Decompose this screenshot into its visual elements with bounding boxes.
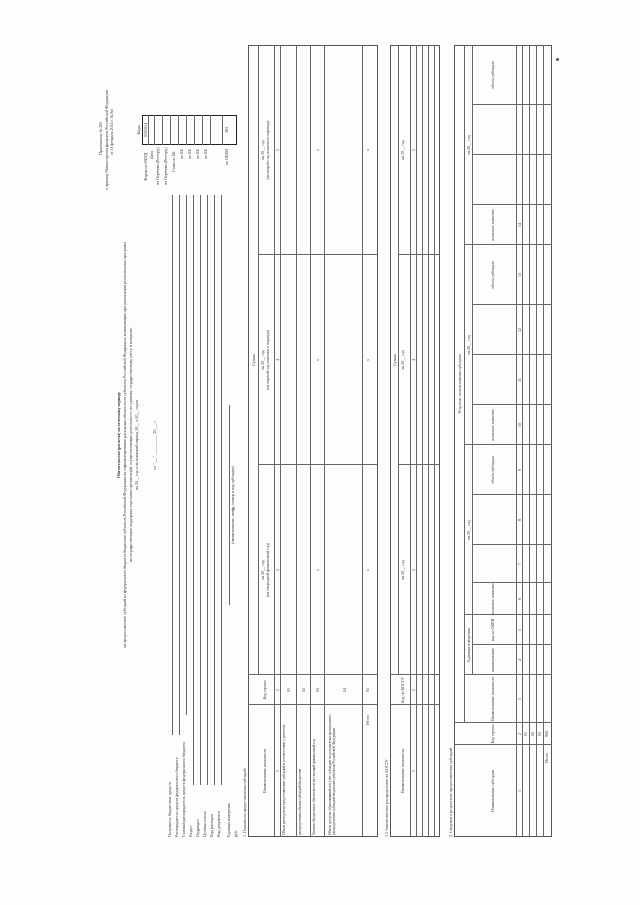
- s1-num-5: 5: [275, 149, 280, 151]
- s2-col-year3: на 20__ год: [466, 135, 471, 155]
- s11-col-year3: на 20__ год: [400, 140, 405, 160]
- s2-row-4-name: Итого: [544, 752, 549, 763]
- s1-num-1: 1: [275, 770, 280, 772]
- s2-col-total-1: объем субсидии: [490, 456, 495, 484]
- s11-num-5: 5: [411, 149, 416, 151]
- s11-col-sum: Сумма: [392, 354, 397, 366]
- s11-num-2: 2: [411, 689, 416, 691]
- okei-value: 383: [224, 127, 229, 133]
- s2-col-unit-name: наименование: [490, 647, 495, 673]
- s2-num-4: 4: [517, 659, 522, 661]
- s2-col-year2: на 20__ год: [466, 335, 471, 355]
- s2-col-unit-code: код по ОКЕИ: [490, 618, 495, 642]
- s1-row-5-v3: х: [365, 149, 370, 151]
- s2-num-6: 6: [517, 598, 522, 600]
- s11-col-year2: на 20__ год: [400, 350, 405, 370]
- s2-col-plan-2: плановое значение: [490, 409, 495, 441]
- s11-col-year1: на 20__ год: [400, 560, 405, 580]
- codes-row-7: по БК: [203, 148, 208, 159]
- s1-col-year1: на 20__ год: [260, 560, 265, 580]
- s2-num-3: 3: [517, 698, 522, 700]
- doc-title-1: Обязательства (расчеты) по отчетному периоду: [116, 391, 121, 479]
- s2-num-10: 10: [517, 423, 522, 427]
- field-0: Получатель бюджетных средств: [167, 782, 172, 837]
- s1-row-3-v2: х: [315, 359, 320, 361]
- field-5: Целевая статья: [202, 811, 207, 837]
- s2-row-1-code: 01: [523, 732, 528, 736]
- doc-title-4: на 20__ год и на плановый период 20__ и 20__ годов: [134, 400, 139, 490]
- s1-row-3-v3: х: [315, 149, 320, 151]
- s1-row-4-name: Объем средств, образовавшийся в учёт субсидии по результатам проведенного распределения субсидий бюджетам субъектов Российской Федерации: [328, 714, 337, 835]
- s1-col-year2: на 20__ год: [260, 350, 265, 370]
- s2-num-2: 2: [517, 733, 522, 735]
- s2-num-8: 8: [517, 519, 522, 521]
- appendix-label: Приложение № 205: [98, 121, 103, 155]
- s2-num-5: 5: [517, 629, 522, 631]
- section11-title: 1.1 Аналитическое распределение по КОСГУ: [384, 759, 389, 837]
- doc-title-3: на государственную поддержку отдельных организаций, осуществляющих деятельность по единому государственному учету и контролю: [128, 327, 133, 563]
- s1-col-year1-sub: (на очередной финансовый год): [265, 542, 270, 598]
- s1-row-4-code: 04: [342, 688, 347, 692]
- s2-col-unit: Единица измерения: [466, 628, 471, 662]
- form-okud-label: Форма по ОКУД: [143, 152, 148, 181]
- s11-num-3: 3: [411, 569, 416, 571]
- s1-col-year2-sub: (на первый год планового периода): [265, 330, 270, 390]
- s1-num-2: 2: [275, 689, 280, 691]
- order-line-2: от 11 февраля 2014 г. № 8н: [109, 109, 114, 155]
- codes-row-6: по БК: [195, 148, 200, 159]
- codes-row-3: Глава по БК: [171, 151, 176, 172]
- s2-col-results: Результат использования субсидии: [457, 354, 462, 414]
- field-7: Вид документа: [216, 811, 221, 837]
- date-line: от "___" __________ 20___ г.: [152, 420, 157, 470]
- rotated-form: [92, 40, 562, 845]
- section2-title: 2. Сведения о результатах предоставления субсидий: [448, 747, 453, 837]
- s2-col-indicator: Наименование показателя: [490, 676, 495, 722]
- unit-label: Единица измерения: [226, 803, 231, 837]
- codes-row-5: по БК: [187, 148, 192, 159]
- s1-row-5-v2: х: [365, 359, 370, 361]
- s2-col-total-2: объем субсидии: [490, 261, 495, 289]
- codes-row-4: по БК: [179, 148, 184, 159]
- s11-col-code: Код по КОСГУ: [400, 677, 405, 703]
- codes-row-1: по Перечню (Реестру): [155, 147, 160, 185]
- s1-num-3: 3: [275, 569, 280, 571]
- s2-col-plan-1: плановое значение: [490, 583, 495, 615]
- s2-col-plan-3: плановое значение: [490, 209, 495, 241]
- date-label: Дата: [149, 151, 154, 159]
- field-4: Подраздел: [195, 819, 200, 837]
- s1-row-3-name: Лимиты бюджетных обязательств на текущий финансовый год: [312, 738, 316, 835]
- field-3: Раздел: [188, 825, 193, 837]
- s1-row-1-name: Объем расходов на предоставление субсидий в соответствии с расчетом: [282, 724, 286, 835]
- s1-col-name: Наименование показателя: [262, 748, 267, 794]
- s2-num-13: 13: [517, 273, 522, 277]
- field-6: Вид расходов: [209, 814, 214, 837]
- s2-num-9: 9: [517, 469, 522, 471]
- s1-row-3-v1: х: [315, 569, 320, 571]
- s2-col-year1: на 20__ год: [466, 520, 471, 540]
- s1-col-code: Код строки: [262, 680, 267, 700]
- doc-title-2: на предоставление субсидий из федерального бюджета бюджетам субъектов Российской Федерации на софинансирование расходных обязательств субъектов Российской Федерации, возникающих при реализации региональных программ: [122, 242, 127, 648]
- s2-num-7: 7: [517, 563, 522, 565]
- unit-value: руб.: [233, 830, 238, 837]
- s2-row-2-code: 02: [530, 732, 535, 736]
- okei-label: по ОКЕИ: [224, 148, 229, 165]
- s2-num-11: 11: [517, 378, 522, 382]
- codes-row-2: по Перечню (Реестру): [163, 147, 168, 185]
- s1-row-2-name: распределения объема субсидий бюджетам: [298, 768, 302, 835]
- s1-col-year3-sub: (на второй год планового периода): [265, 120, 270, 180]
- reporting-note: (наименование, шифр, номер и код субсидии): [230, 466, 235, 544]
- section1-title: 1. Показатели предоставления субсидий: [242, 768, 247, 837]
- field-1: Распорядитель средств федерального бюджета: [174, 757, 179, 837]
- form-okud-value: 0505014: [143, 123, 148, 137]
- s2-num-1: 1: [517, 790, 522, 792]
- s11-col-name: Наименование показателя: [400, 748, 405, 794]
- s2-row-4-code: 900: [544, 731, 549, 737]
- s2-col-total-3: объем субсидии: [490, 61, 495, 89]
- s1-col-year3: на 20__ год: [260, 140, 265, 160]
- s1-num-4: 4: [275, 359, 280, 361]
- s11-num-1: 1: [411, 770, 416, 772]
- s1-row-5-v1: х: [365, 569, 370, 571]
- s1-row-3-code: 03: [315, 688, 320, 692]
- s2-num-14: 14: [517, 223, 522, 227]
- s1-row-2-code: 02: [301, 688, 306, 692]
- s11-num-4: 4: [411, 359, 416, 361]
- s1-row-5-code: 05: [365, 688, 370, 692]
- s2-row-3-code: 03: [537, 732, 542, 736]
- order-line-1: к приказу Министерства финансов Российской Федерации: [104, 90, 109, 190]
- s2-num-12: 12: [517, 328, 522, 332]
- s2-col-name: Наименование субсидии: [490, 770, 495, 812]
- s1-row-5-name: Итого: [365, 714, 370, 725]
- field-2: Главный распорядитель средств федерального бюджета: [181, 742, 186, 837]
- s1-row-1-code: 01: [286, 688, 291, 692]
- codes-head: Коды: [136, 125, 141, 135]
- s1-col-sum: Сумма: [251, 354, 256, 366]
- s2-col-code: Код строки: [490, 724, 495, 744]
